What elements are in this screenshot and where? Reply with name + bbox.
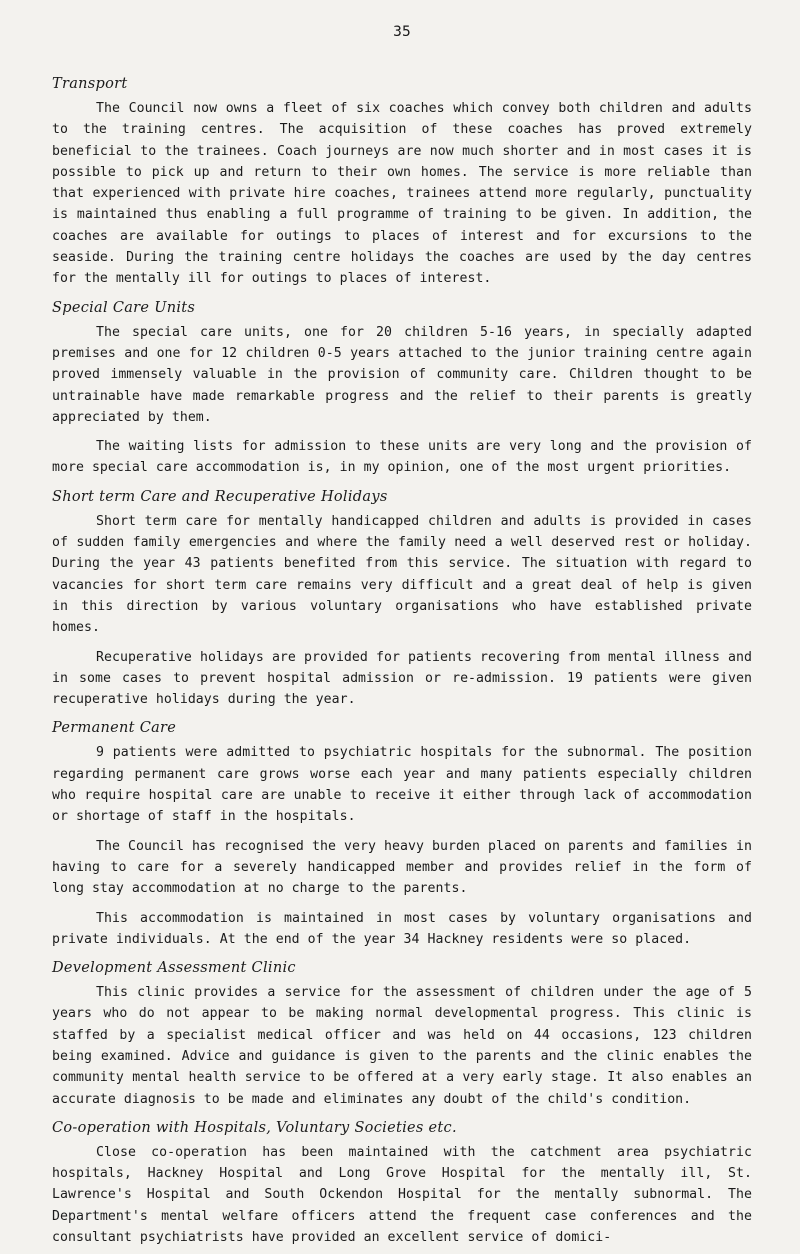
paragraph: Recuperative holidays are provided for patients recovering from mental illness and in some cases to prevent hospital admission or re-admission. 19 patients were given recuperative holidays during the year. <box>52 649 752 708</box>
section-transport <box>52 72 752 290</box>
section-co-operation <box>52 1116 752 1248</box>
section-short-term-care <box>52 485 752 711</box>
paragraph: 9 patients were admitted to psychiatric hospitals for the subnormal. The position regarding permanent care grows worse each year and many patients especially children who require hospital care are unable to receive it either through lack of accommodation or shortage of staff in the hospitals. <box>52 745 752 825</box>
section-heading: Special Care Units <box>52 299 196 316</box>
section-heading: Development Assessment Clinic <box>52 960 296 977</box>
section-permanent-care <box>52 716 752 950</box>
paragraph: The Council now owns a fleet of six coaches which convey both children and adults to the training centres. The acquisition of these coaches has proved extremely beneficial to the trainees. Coach journeys are now much shorter and in most cases it is possible to pick up and return to their own homes. The service is more reliable than that experienced with private hire coaches, trainees attend more regularly, punctuality is maintained thus enabling a full programme of training to be given. In addition, the coaches are available for outings to places of interest and for excursions to the seaside. During the training centre holidays the coaches are used by the day centres for the mentally ill for outings to places of interest. <box>52 101 752 287</box>
paragraph: The Council has recognised the very heavy burden placed on parents and families in having to care for a severely handicapped member and provides relief in the form of long stay accommodation at no charge to the parents. <box>52 838 752 897</box>
paragraph: This accommodation is maintained in most cases by voluntary organisations and private individuals. At the end of the year 34 Hackney residents were so placed. <box>52 910 752 947</box>
paragraph: The special care units, one for 20 children 5-16 years, in specially adapted premises and one for 12 children 0-5 years attached to the junior training centre again proved immensely valuable in the provision of community care. Children thought to be untrainable have made remarkable progress and the relief to their parents is greatly appreciated by them. <box>52 324 752 425</box>
section-heading: Permanent Care <box>52 720 177 737</box>
section-heading: Co-operation with Hospitals, Voluntary Societies etc. <box>52 1119 457 1136</box>
page-number: 35 <box>393 24 411 40</box>
paragraph: This clinic provides a service for the assessment of children under the age of 5 years who do not appear to be making normal developmental progress. This clinic is staffed by a specialist medical officer and was held on 44 occasions, 123 children being examined. Advice and guidance is given to the parents and the clinic enables the community mental health service to be offered at a very early stage. It also enables an accurate diagnosis to be made and eliminates any doubt of the child's condition. <box>52 985 752 1107</box>
section-heading: Transport <box>52 76 128 92</box>
paragraph: The waiting lists for admission to these units are very long and the provision of more special care accommodation is, in my opinion, one of the most urgent priorities. <box>52 439 752 476</box>
document-page <box>52 24 752 1254</box>
section-development-assessment-clinic <box>52 956 752 1110</box>
paragraph: Close co-operation has been maintained with the catchment area psychiatric hospitals, Hackney Hospital and Long Grove Hospital for the mentally ill, St. Lawrence's Hospital and South Ockendon Hospital for the mentally subnormal. The Department's mental welfare officers attend the frequent case conferences and the consultant psychiatrists have provided an excellent service of domici- <box>52 1144 752 1246</box>
paragraph: Short term care for mentally handicapped children and adults is provided in cases of sudden family emergencies and where the family need a well deserved rest or holiday. During the year 43 patients benefited from this service. The situation with regard to vacancies for short term care remains very difficult and a great deal of help is given in this direction by various voluntary organisations who have established private homes. <box>52 513 752 636</box>
section-special-care-units <box>52 296 752 479</box>
section-heading: Short term Care and Recuperative Holidays <box>52 488 388 505</box>
